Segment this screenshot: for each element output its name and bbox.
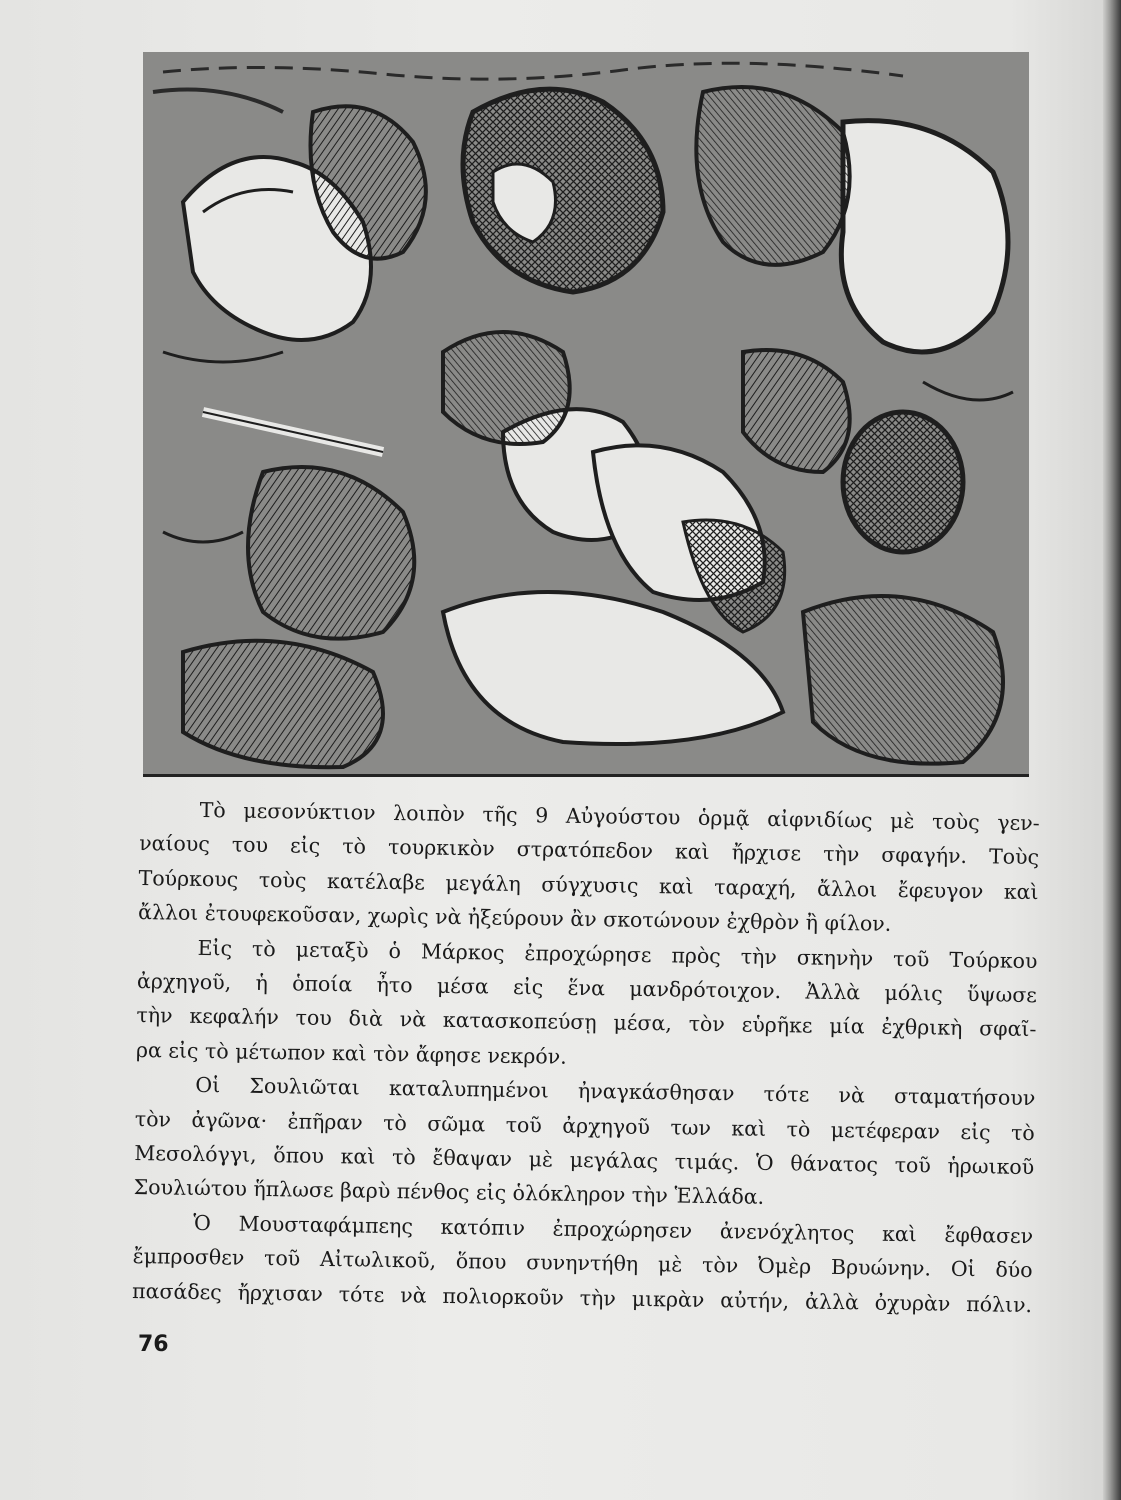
paragraph-2 [136, 930, 1038, 1082]
book-spine-shadow [1103, 0, 1121, 1500]
text-line: ἄλλοι ἐτουφεκοῦσαν, χωρὶς νὰ ἠξεύρουν ἂν σκοτώνουν ἐχθρὸν ἢ φίλον. [137, 900, 892, 937]
paragraph-4 [132, 1205, 1034, 1322]
text-line: Σουλιώτου ἥπλωσε βαρὺ πένθος εἰς ὁλόκληρον τὴν Ἑλλάδα. [133, 1175, 765, 1210]
page-number: 76 [138, 1332, 169, 1357]
text-line: Εἰς τὸ μεταξὺ ὁ Μάρκος ἐπροχώρησε πρὸς τὴν σκηνὴν τοῦ Τούρκου [197, 935, 1038, 973]
text-line: ρα εἰς τὸ μέτωπον καὶ τὸν ἄφησε νεκρόν. [135, 1037, 567, 1069]
text-line: πασάδες ἤρχισαν τότε νὰ πολιορκοῦν τὴν μικρὰν αὐτήν, ἀλλὰ ὀχυρὰν πόλιν. [131, 1278, 1033, 1317]
body-text [132, 792, 1040, 1322]
text-line: ἀρχηγοῦ, ἡ ὁποία ἦτο μέσα εἰς ἕνα μανδρότοιχον. Ἀλλὰ μόλις ὕψωσε [136, 969, 1038, 1008]
text-line: Ὁ Μουσταφάμπεης κατόπιν ἐπροχώρησεν ἀνενόχλητος καὶ ἔφθασεν [193, 1210, 1034, 1248]
text-line: ναίους του εἰς τὸ τουρκικὸν στρατόπεδον καὶ ἤρχισε τὴν σφαγήν. Τοὺς [139, 831, 1040, 870]
text-line: Τὸ μεσονύκτιον λοιπὸν τῆς 9 Αὐγούστου ὁρμᾷ αἰφνιδίως μὲ τοὺς γεν- [199, 797, 1040, 836]
battle-illustration [143, 52, 1029, 777]
text-line: ἔμπροσθεν τοῦ Αἰτωλικοῦ, ὅπου συνηντήθη μὲ τὸν Ὀμὲρ Βρυώνην. Οἱ δύο [132, 1244, 1033, 1283]
paragraph-1 [138, 792, 1040, 944]
woodcut-battle-scene-icon [143, 52, 1029, 774]
paragraph-3 [134, 1067, 1036, 1219]
text-line: Οἱ Σουλιῶται καταλυπημένοι ἠναγκάσθησαν τότε νὰ σταματήσουν [195, 1073, 1036, 1111]
text-line: τὸν ἀγῶνα· ἐπῆραν τὸ σῶμα τοῦ ἀρχηγοῦ των καὶ τὸ μετέφεραν εἰς τὸ [134, 1106, 1035, 1145]
text-line: Μεσολόγγι, ὅπου καὶ τὸ ἔθαψαν μὲ μεγάλας τιμάς. Ὁ θάνατος τοῦ ἡρωικοῦ [134, 1141, 1035, 1180]
text-line: Τούρκους τοὺς κατέλαβε μεγάλη σύγχυσις καὶ ταραχή, ἄλλοι ἔφευγον καὶ [138, 865, 1039, 904]
text-line: τὴν κεφαλήν του διὰ νὰ κατασκοπεύσῃ μέσα, τὸν εὑρῆκε μία ἐχθρικὴ σφαῖ- [136, 1003, 1037, 1042]
